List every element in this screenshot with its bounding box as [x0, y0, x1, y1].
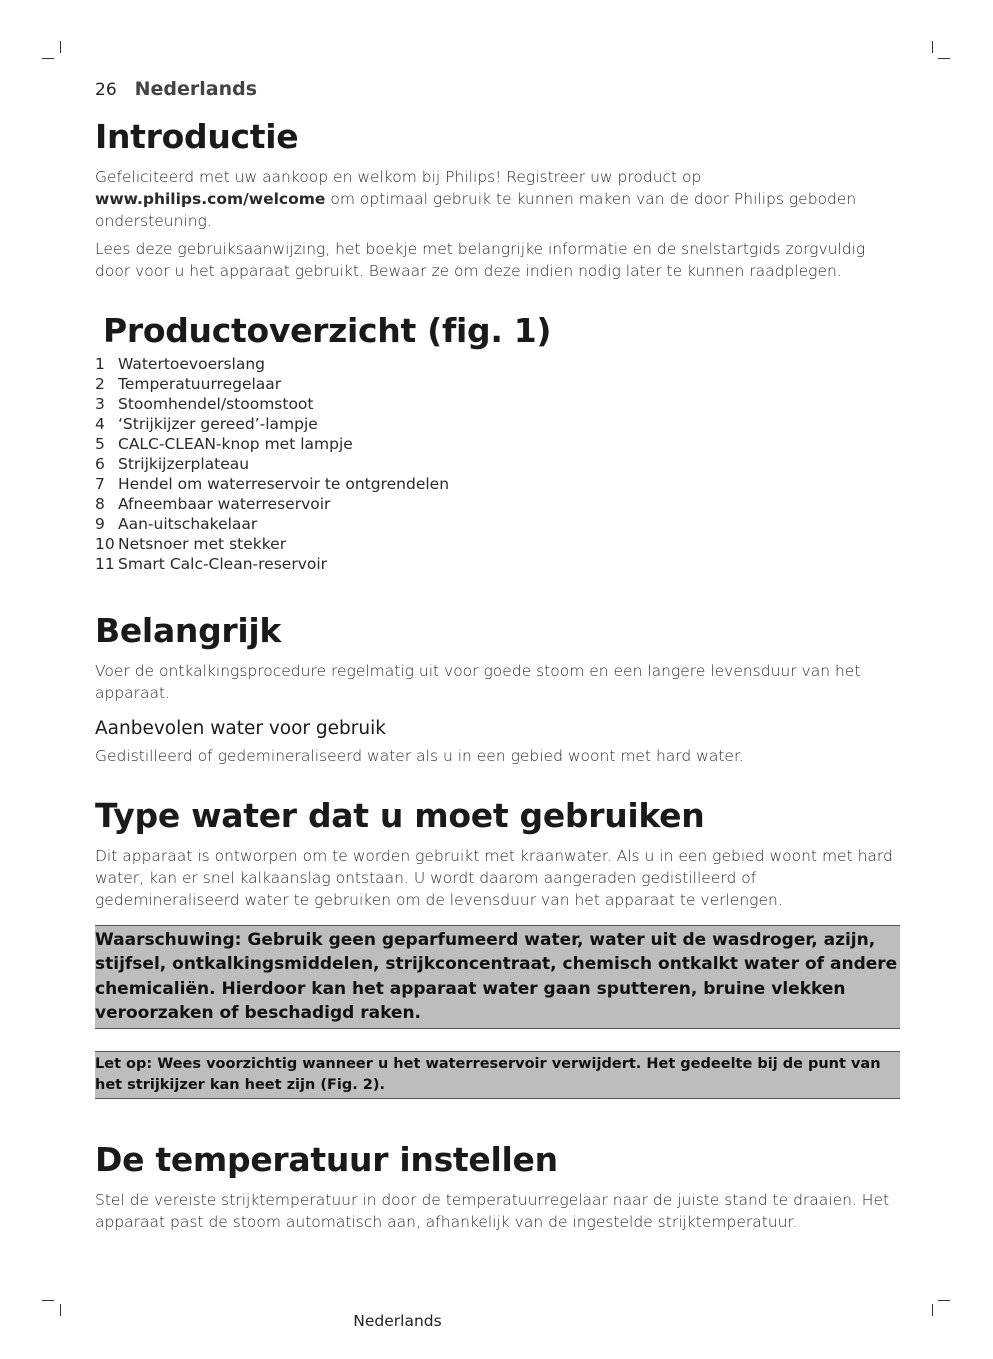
- list-item-number: 2: [95, 374, 105, 393]
- list-item-label: Smart Calc-Clean-reservoir: [118, 554, 328, 573]
- list-item-label: Strijkijzerplateau: [118, 454, 250, 473]
- list-item: [95, 494, 900, 514]
- crop-mark: [60, 41, 61, 53]
- intro-text-after: om optimaal gebruik te kunnen maken van de door Philips geboden ondersteuning.: [95, 189, 857, 230]
- list-item-number: 3: [95, 394, 105, 413]
- crop-mark: [42, 1300, 54, 1301]
- water-type-title: Type water dat u moet gebruiken: [95, 795, 705, 835]
- list-item-label: Netsnoer met stekker: [118, 534, 287, 553]
- list-item-number: 4: [95, 414, 105, 433]
- crop-mark: [932, 41, 933, 53]
- recommended-water-paragraph: Gedistilleerd of gedemineraliseerd water als u in een gebied woont met hard water.: [95, 746, 744, 765]
- crop-mark: [42, 58, 54, 59]
- list-item-number: 7: [95, 474, 105, 493]
- section-introduction: [95, 118, 900, 282]
- list-item-label: Stoomhendel/stoomstoot: [118, 394, 314, 413]
- intro-paragraph-1: [95, 166, 900, 232]
- warning-text: Waarschuwing: Gebruik geen geparfumeerd water, water uit de wasdroger, azijn, stijfsel, ontkalkingsmiddelen, strijkconcentraat, chemisch ontkalkt water of andere chemicaliën. Hierdoor kan het apparaat water gaan sputteren, bruine vlekken veroorzaken of beschadigd raken.: [95, 929, 898, 1024]
- list-item: [95, 454, 900, 474]
- list-item-label: Aan-uitschakelaar: [118, 514, 258, 533]
- crop-mark: [938, 1300, 950, 1301]
- list-item-number: 5: [95, 434, 105, 453]
- list-item-label: Hendel om waterreservoir te ontgrendelen: [118, 474, 450, 493]
- list-item-label: Watertoevoerslang: [118, 354, 266, 373]
- overview-title: Productoverzicht (fig. 1): [103, 310, 552, 350]
- section-important: [95, 612, 900, 767]
- temperature-paragraph: Stel de vereiste strijktemperatuur in door de temperatuurregelaar naar de juiste stand te draaien. Het apparaat past de stoom automatisch aan, afhankelijk van de ingestelde strijktemperatuur.: [95, 1190, 890, 1231]
- list-item: [95, 354, 900, 374]
- list-item-number: 10: [95, 534, 115, 553]
- page-footer: Nederlands: [353, 1312, 442, 1330]
- warning-box: [95, 925, 900, 1029]
- list-item-number: 8: [95, 494, 105, 513]
- list-item: [95, 434, 900, 454]
- temperature-title: De temperatuur instellen: [95, 1139, 558, 1179]
- water-type-paragraph: Dit apparaat is ontworpen om te worden gebruikt met kraanwater. Als u in een gebied woont met hard water, kan er snel kalkaanslag ontstaan. U wordt daarom aangeraden gedistilleerd of gedemineraliseerd water te gebruiken om de levensduur van het apparaat te verlengen.: [95, 846, 893, 909]
- page-content: [95, 118, 900, 1239]
- list-item-number: 9: [95, 514, 105, 533]
- parts-list: [95, 354, 900, 574]
- caution-text: Let op: Wees voorzichtig wanneer u het waterreservoir verwijdert. Het gedeelte bij de punt van het strijkijzer kan heet zijn (Fig. 2).: [95, 1055, 881, 1093]
- page-number: 26: [95, 80, 117, 100]
- section-water-type: [95, 797, 900, 1099]
- intro-text-before: Gefeliciteerd met uw aankoop en welkom bij Philips! Registreer uw product op: [95, 167, 702, 186]
- list-item: [95, 474, 900, 494]
- section-product-overview: [95, 312, 900, 574]
- list-item: [95, 414, 900, 434]
- philips-url-link[interactable]: www.philips.com/welcome: [95, 189, 326, 208]
- list-item-number: 1: [95, 354, 105, 373]
- list-item: [95, 514, 900, 534]
- crop-mark: [938, 58, 950, 59]
- list-item-label: Temperatuurregelaar: [118, 374, 282, 393]
- list-item-label: ‘Strijkijzer gereed’-lampje: [118, 414, 318, 433]
- intro-title: Introductie: [95, 117, 299, 156]
- list-item: [95, 534, 900, 554]
- list-item-label: CALC-CLEAN-knop met lampje: [118, 434, 353, 453]
- list-item: [95, 394, 900, 414]
- caution-box: [95, 1051, 900, 1099]
- important-title: Belangrijk: [95, 610, 282, 650]
- important-paragraph: Voer de ontkalkingsprocedure regelmatig uit voor goede stoom en een langere levensduur van het apparaat.: [95, 661, 861, 702]
- list-item-number: 6: [95, 454, 105, 473]
- list-item: [95, 374, 900, 394]
- list-item-number: 11: [95, 554, 115, 573]
- section-temperature: [95, 1141, 900, 1233]
- crop-mark: [932, 1304, 933, 1316]
- header-language: Nederlands: [134, 78, 258, 100]
- intro-paragraph-2: Lees deze gebruiksaanwijzing, het boekje met belangrijke informatie en de snelstartgids zorgvuldig door voor u het apparaat gebruikt. Bewaar ze om deze indien nodig later te kunnen raadplegen.: [95, 239, 866, 280]
- recommended-water-subtitle: Aanbevolen water voor gebruik: [95, 717, 386, 739]
- page-header: [95, 78, 257, 102]
- list-item: [95, 554, 900, 574]
- list-item-label: Afneembaar waterreservoir: [118, 494, 331, 513]
